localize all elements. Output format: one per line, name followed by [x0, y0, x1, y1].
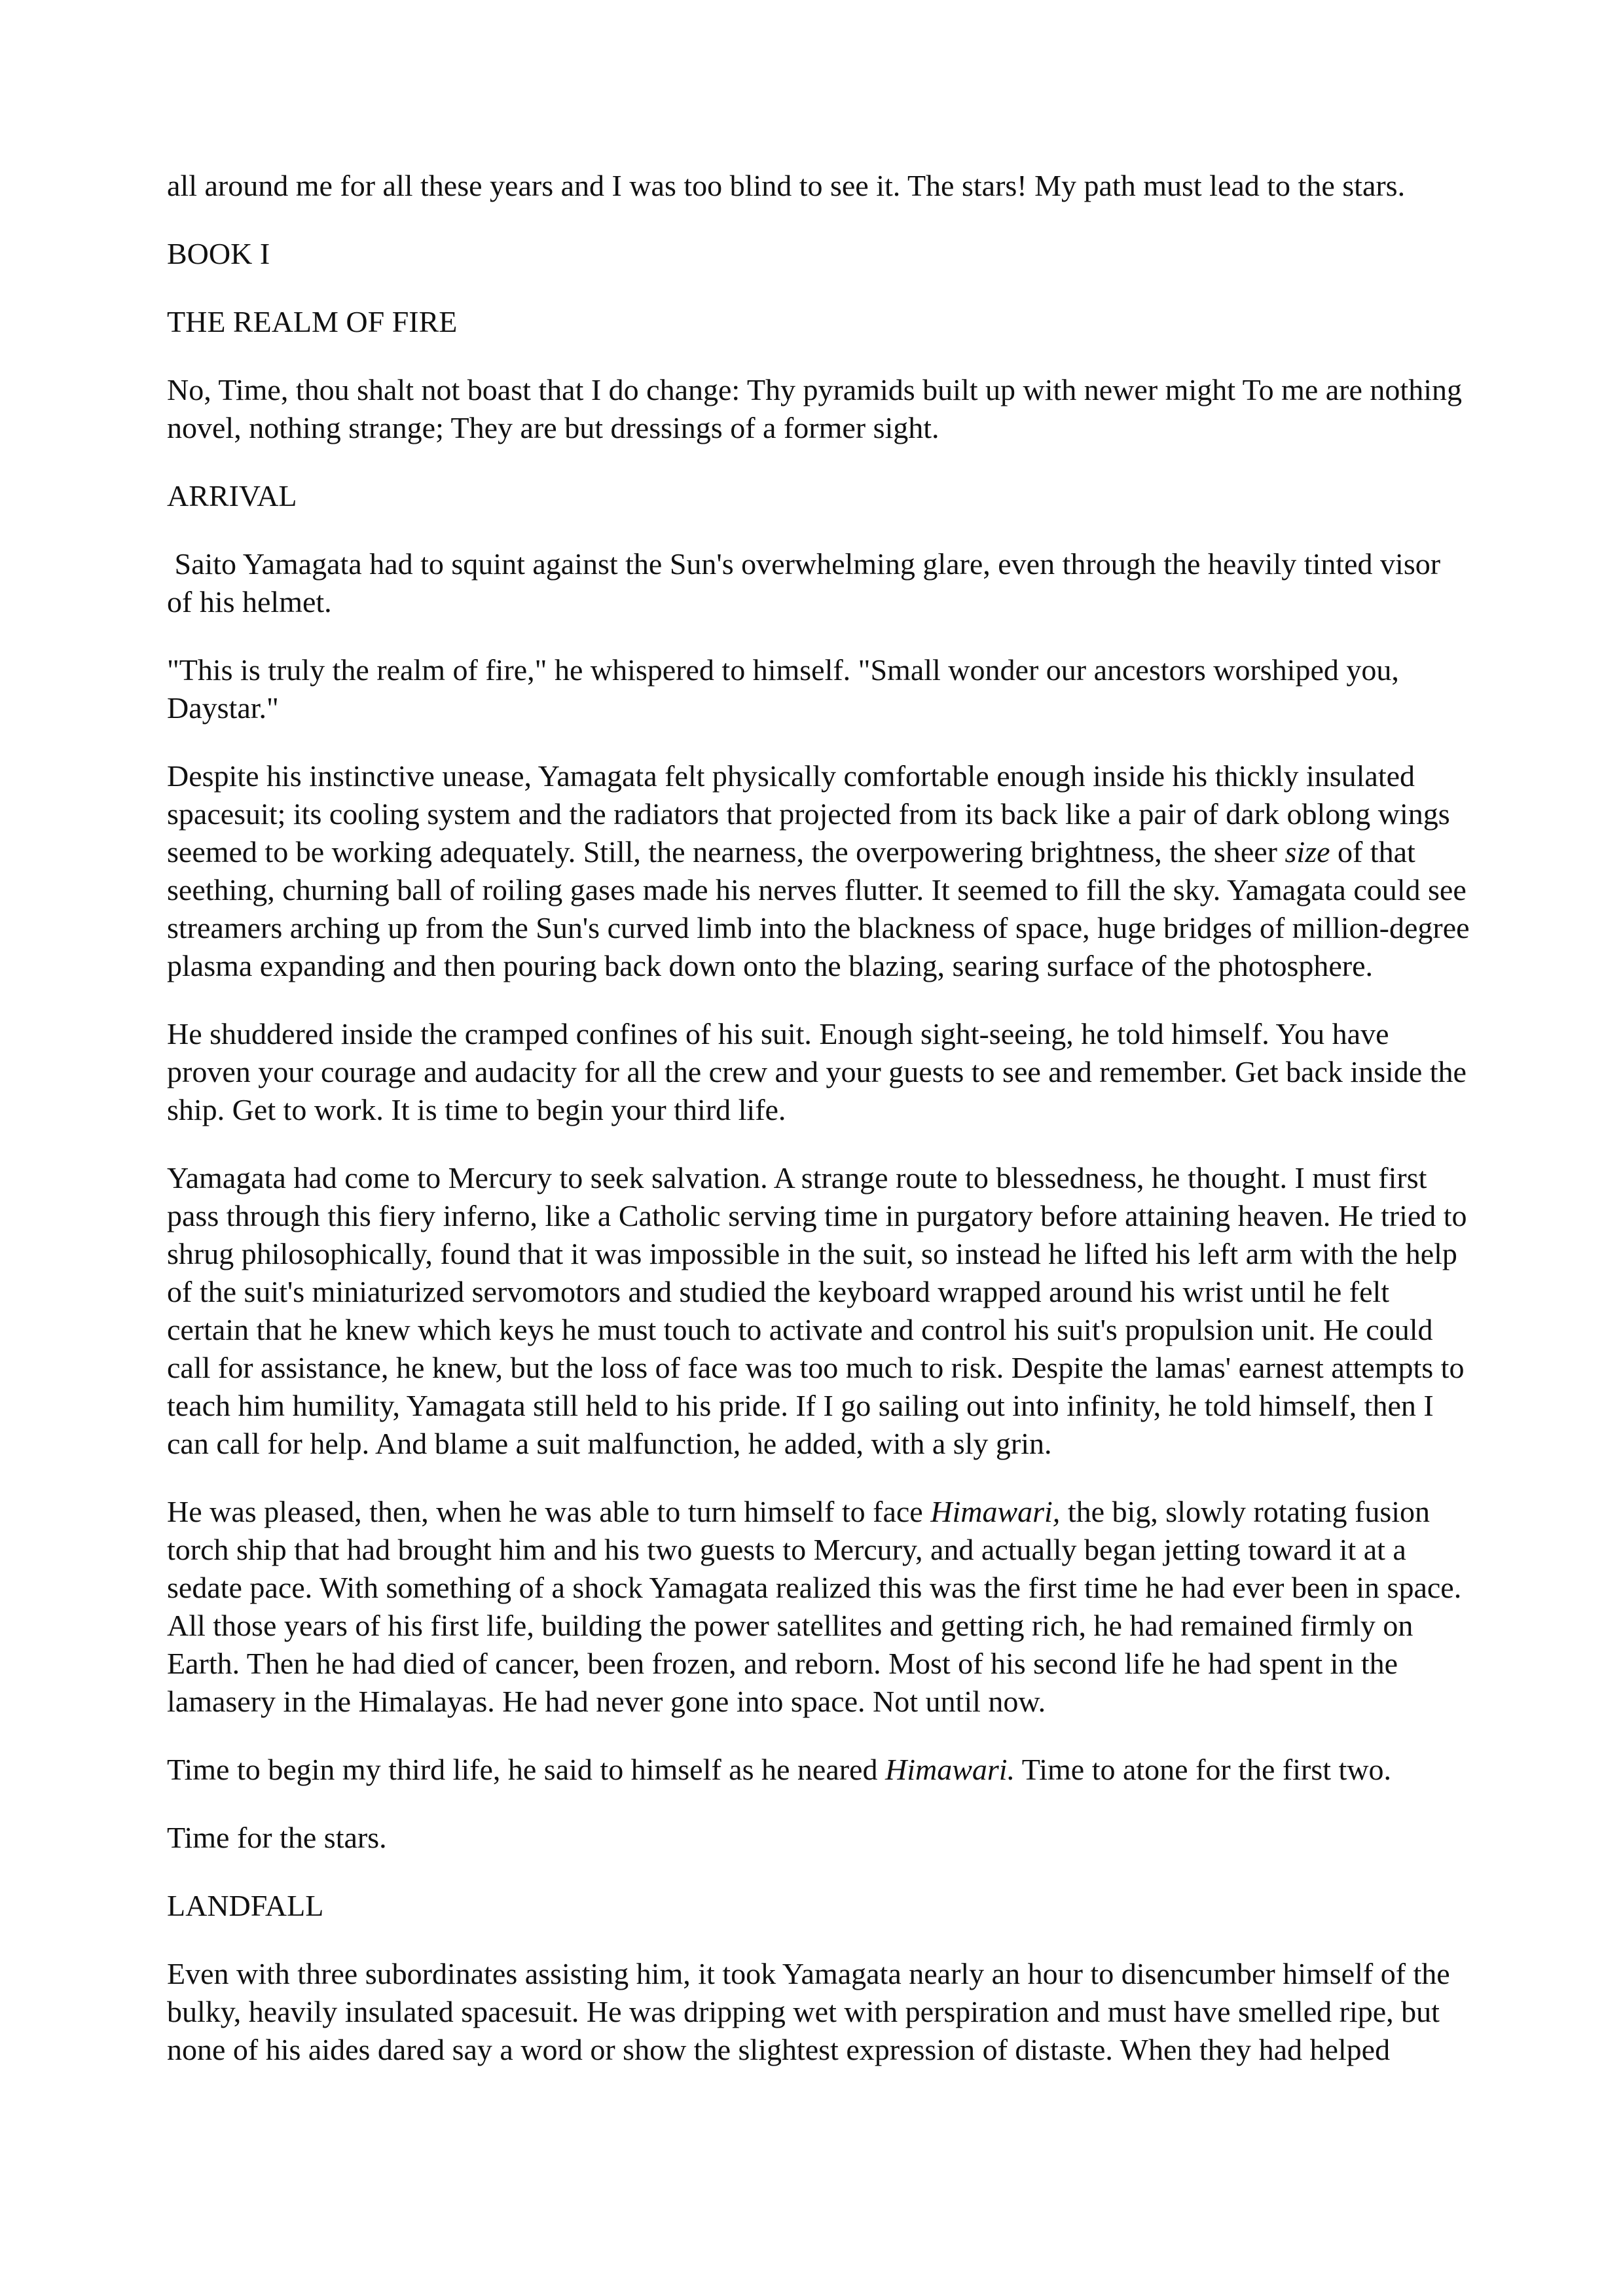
- book-heading: BOOK I: [167, 237, 270, 270]
- paragraph-intro: all around me for all these years and I was too blind to see it. The stars! My path must lead to the stars.: [167, 169, 1406, 202]
- ship-name: Himawari.: [884, 1753, 1015, 1786]
- paragraph: Time for the stars.: [167, 1821, 387, 1854]
- paragraph: Even with three subordinates assisting him, it took Yamagata nearly an hour to disencumber himself of the bulky, heavily insulated spacesuit. He was dripping wet with perspiration and must have smelled ripe, but none of his aides dared say a word or show the slightest expression of distaste. When they had helped: [167, 1957, 1450, 2066]
- section-heading-landfall: LANDFALL: [167, 1889, 324, 1922]
- epigraph: No, Time, thou shalt not boast that I do change: Thy pyramids built up with newer might To me are nothing novel, nothing strange; They are but dressings of a former sight.: [167, 373, 1462, 444]
- section-heading-arrival: ARRIVAL: [167, 479, 297, 512]
- paragraph: Yamagata had come to Mercury to seek salvation. A strange route to blessedness, he thought. I must first pass through this fiery inferno, like a Catholic serving time in purgatory before attaining heaven. He tried to shrug philosophically, found that it was impossible in the suit, so instead he lifted his left arm with the help of the suit's miniaturized servomotors and studied the keyboard wrapped around his wrist until he felt certain that he knew which keys he must touch to activate and control his suit's propulsion unit. He could call for assistance, he knew, but the loss of face was too much to risk. Despite the lamas' earnest attempts to teach him humility, Yamagata still held to his pride. If I go sailing out into infinity, he told himself, then I can call for help. And blame a suit malfunction, he added, with a sly grin.: [167, 1161, 1467, 1460]
- document-page: [167, 167, 1470, 2099]
- book-title: THE REALM OF FIRE: [167, 305, 458, 338]
- paragraph: He shuddered inside the cramped confines of his suit. Enough sight-seeing, he told himself. You have proven your courage and audacity for all the crew and your guests to see and remember. Get back inside the ship. Get to work. It is time to begin your third life.: [167, 1017, 1467, 1126]
- emphasis-text: size: [1285, 835, 1330, 869]
- ship-name: Himawari,: [930, 1495, 1061, 1528]
- paragraph: Saito Yamagata had to squint against the Sun's overwhelming glare, even through the heavily tinted visor of his helmet.: [167, 547, 1441, 619]
- paragraph: Despite his instinctive unease, Yamagata felt physically comfortable enough inside his thickly insulated spacesuit; its cooling system and the radiators that projected from its back like a pair of dark oblong wings seemed to be working adequately. Still, the nearness, the overpowering brightness, the sheer size of that seething, churning ball of roiling gases made his nerves flutter. It seemed to fill the sky. Yamagata could see streamers arching up from the Sun's curved limb into the blackness of space, huge bridges of million-degree plasma expanding and then pouring back down onto the blazing, searing surface of the photosphere.: [167, 759, 1470, 982]
- paragraph: "This is truly the realm of fire," he whispered to himself. "Small wonder our ancestors worshiped you, Daystar.": [167, 653, 1399, 725]
- paragraph: He was pleased, then, when he was able to turn himself to face Himawari, the big, slowly rotating fusion torch ship that had brought him and his two guests to Mercury, and actually began jetting toward it at a sedate pace. With something of a shock Yamagata realized this was the first time he had ever been in space. All those years of his first life, building the power satellites and getting rich, he had remained firmly on Earth. Then he had died of cancer, been frozen, and reborn. Most of his second life he had spent in the lamasery in the Himalayas. He had never gone into space. Not until now.: [167, 1495, 1462, 1718]
- paragraph: Time to begin my third life, he said to himself as he neared Himawari. Time to atone for the first two.: [167, 1753, 1392, 1786]
